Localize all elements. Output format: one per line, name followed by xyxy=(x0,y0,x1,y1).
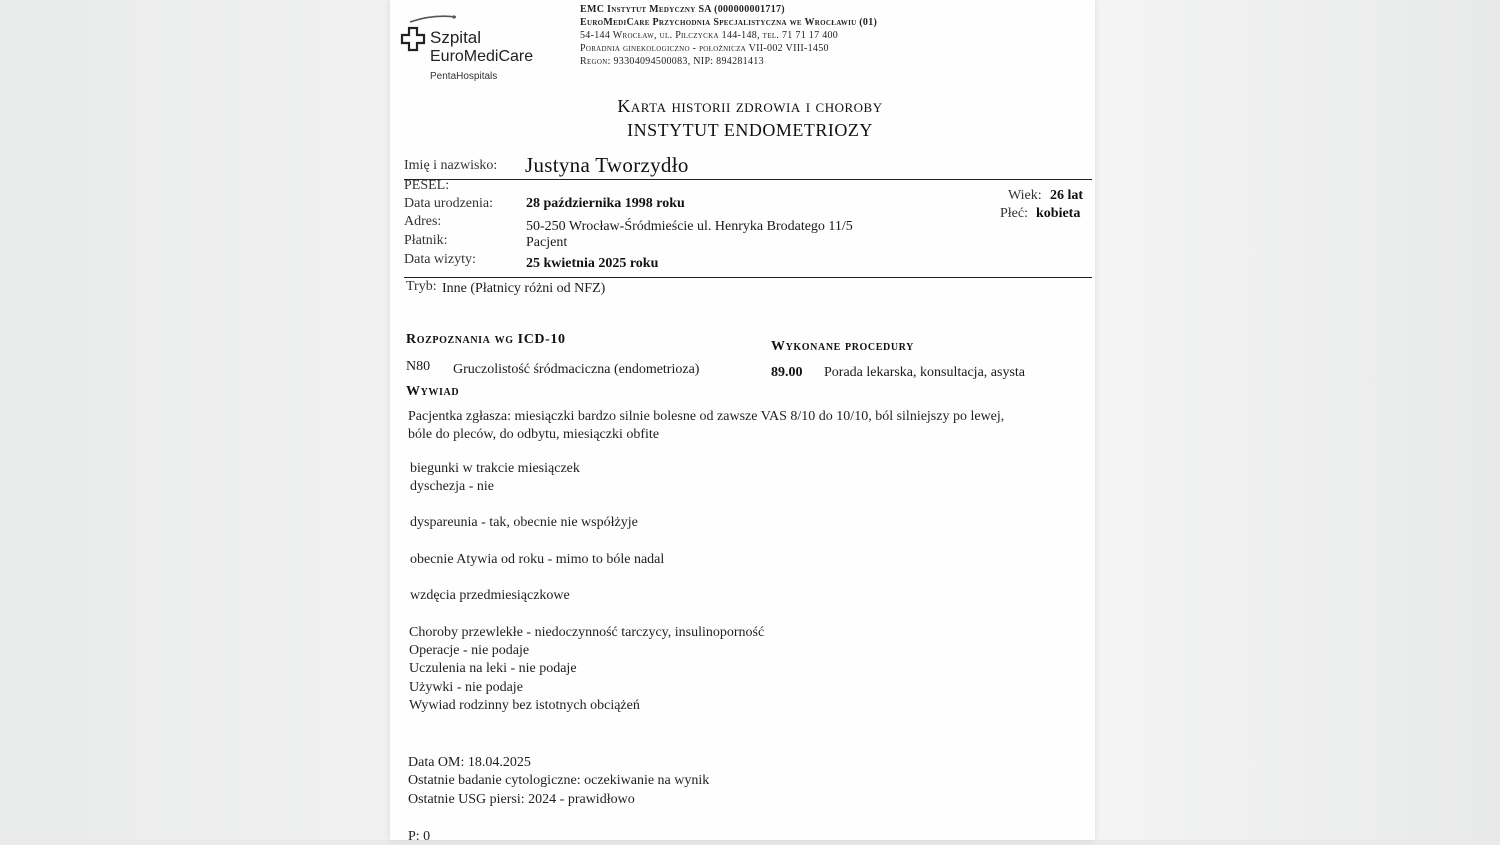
mode-value: Inne (Płatnicy różni od NFZ) xyxy=(442,281,606,296)
pesel-label: PESEL: xyxy=(404,178,450,193)
history-line: Data OM: 18.04.2025 xyxy=(408,755,531,770)
logo-text-hospital: Szpital xyxy=(430,28,482,47)
diagnoses-heading: Rozpoznania wg ICD-10 xyxy=(406,332,566,347)
logo-text-network: PentaHospitals xyxy=(430,71,498,82)
history-line: dyspareunia - tak, obecnie nie współżyje xyxy=(410,515,638,530)
address-value: 50-250 Wrocław-Śródmieście ul. Henryka Brodatego 11/5 xyxy=(526,219,853,234)
history-line: biegunki w trakcie miesiączek xyxy=(410,461,580,476)
name-label: Imię i nazwisko: xyxy=(404,158,498,173)
history-line: Uczulenia na leki - nie podaje xyxy=(409,661,577,676)
background-right xyxy=(1095,0,1500,840)
sex-label: Płeć: xyxy=(1000,206,1028,221)
history-line: Wywiad rodzinny bez istotnych obciążeń xyxy=(409,698,640,713)
procedure-description: Porada lekarska, konsultacja, asysta xyxy=(824,365,1025,380)
history-line: bóle do pleców, do odbytu, miesiączki obfite xyxy=(408,427,660,442)
history-line: Operacje - nie podaje xyxy=(409,643,530,658)
header-clinic: EuroMediCare Przychodnia Specjalistyczna we Wrocławiu (01) xyxy=(580,17,878,28)
divider-top xyxy=(404,179,1092,180)
payer-value: Pacjent xyxy=(526,235,568,250)
procedures-heading: Wykonane procedury xyxy=(771,339,914,354)
mode-label: Tryb: xyxy=(406,279,437,294)
document-subtitle: INSTYTUT ENDOMETRIOZY xyxy=(627,120,873,140)
dob-value: 28 października 1998 roku xyxy=(526,196,685,211)
history-line: Ostatnie badanie cytologiczne: oczekiwanie na wynik xyxy=(408,773,710,788)
history-heading: Wywiad xyxy=(406,384,460,399)
medical-cross-icon xyxy=(400,26,426,52)
visit-date-label: Data wizyty: xyxy=(404,252,476,267)
history-line: dyschezja - nie xyxy=(410,479,494,494)
history-line: Choroby przewlekłe - niedoczynność tarczycy, insulinoporność xyxy=(409,625,765,640)
history-line: Ostatnie USG piersi: 2024 - prawidłowo xyxy=(408,792,635,807)
header-registry: Regon: 93304094500083, NIP: 894281413 xyxy=(580,56,764,67)
medical-record-page xyxy=(390,0,1095,844)
history-line: P: 0 xyxy=(408,829,431,844)
background-left xyxy=(0,0,390,840)
age-value: 26 lat xyxy=(1050,188,1084,203)
dob-label: Data urodzenia: xyxy=(404,196,494,211)
logo-text-brand: EuroMediCare xyxy=(430,48,534,65)
header-address: 54-144 Wrocław, ul. Pilczycka 144-148, tel. 71 71 17 400 xyxy=(580,30,839,41)
payer-label: Płatnik: xyxy=(404,233,448,248)
diagnosis-code: N80 xyxy=(406,359,431,374)
history-line: Pacjentka zgłasza: miesiączki bardzo silnie bolesne od zawsze VAS 8/10 do 10/10, ból silniejszy po lewej, xyxy=(408,409,1005,424)
address-label: Adres: xyxy=(404,214,442,229)
age-label: Wiek: xyxy=(1008,188,1042,203)
header-department: Poradnia ginekologiczno - położnicza VII-002 VIII-1450 xyxy=(580,43,829,54)
logo-swoosh-icon xyxy=(408,14,458,24)
header-institution: EMC Instytut Medyczny SA (000000001717) xyxy=(580,4,785,15)
divider-bottom xyxy=(404,277,1092,278)
visit-date-value: 25 kwietnia 2025 roku xyxy=(526,256,659,271)
sex-value: kobieta xyxy=(1036,206,1081,221)
history-line: Używki - nie podaje xyxy=(409,680,523,695)
procedure-code: 89.00 xyxy=(771,365,803,380)
diagnosis-description: Gruczolistość śródmaciczna (endometrioza) xyxy=(453,362,700,377)
document-title: Karta historii zdrowia i choroby xyxy=(617,96,883,116)
history-line: wzdęcia przedmiesiączkowe xyxy=(410,588,570,603)
history-line: obecnie Atywia od roku - mimo to bóle nadal xyxy=(410,552,665,567)
patient-name: Justyna Tworzydło xyxy=(525,153,689,177)
